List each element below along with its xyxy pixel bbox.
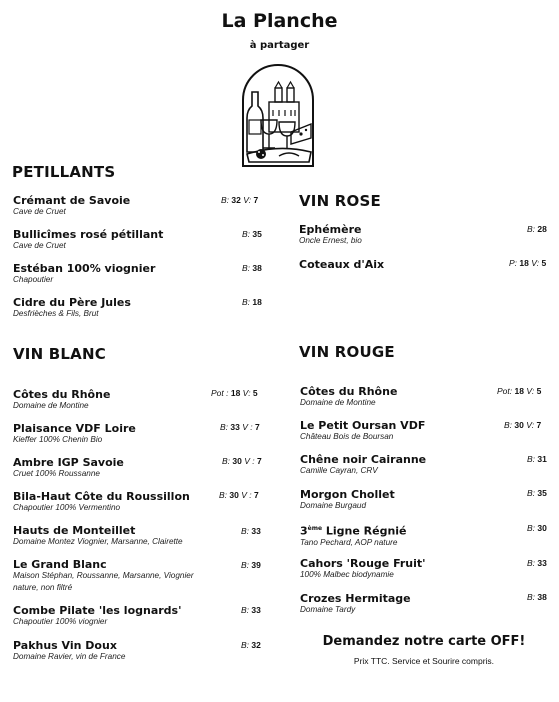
item-name: Pakhus Vin Doux (13, 639, 117, 652)
section-title-vin-blanc: VIN BLANC (13, 345, 106, 363)
section-title-vin-rose: VIN ROSE (299, 192, 381, 210)
item-price: P: 18 V: 5 (509, 258, 547, 268)
page-title: La Planche (221, 10, 338, 32)
menu-item (300, 488, 395, 511)
menu-item (13, 524, 183, 547)
menu-item (300, 385, 397, 408)
item-price: B: 33 (241, 526, 261, 536)
item-producer: Domaine Tardy (300, 605, 356, 614)
item-price: B: 18 (242, 297, 262, 307)
item-name: Le Grand Blanc (13, 558, 107, 571)
item-price: B: 33 V : 7 (220, 422, 260, 432)
item-price: B: 33 (241, 605, 261, 615)
menu-item (13, 262, 155, 285)
item-price: B: 30 V : 7 (219, 490, 259, 500)
item-producer: Tano Pechard, AOP nature (300, 537, 398, 547)
menu-item (299, 258, 384, 271)
item-name: Côtes du Rhône (300, 385, 398, 398)
item-producer: Cave de Cruet (13, 207, 66, 216)
wine-cheese-castle-logo-icon (239, 62, 317, 170)
menu-item (13, 456, 124, 479)
item-name: Coteaux d'Aix (299, 258, 385, 271)
item-name: Côtes du Rhône (13, 388, 111, 401)
menu-item (13, 604, 181, 627)
item-producer: Camille Cayran, CRV (300, 466, 378, 475)
item-name: Chêne noir Cairanne (300, 453, 427, 466)
item-producer: Chapoutier (13, 275, 54, 284)
menu-item (13, 490, 190, 513)
item-price: B: 33 (527, 558, 547, 568)
item-price: B: 31 (527, 454, 547, 464)
item-name: Estéban 100% viognier (13, 262, 156, 275)
menu-item (13, 639, 125, 662)
item-producer: Maison Stéphan, Roussanne, Marsanne, Viognier (13, 571, 194, 580)
item-price: B: 39 (241, 560, 261, 570)
item-price: Pot: 18 V: 5 (497, 386, 542, 396)
item-name: Morgon Chollet (300, 488, 395, 501)
item-producer: Oncle Ernest, bio (299, 236, 362, 245)
page-subtitle: à partager (249, 40, 310, 51)
menu-item (300, 557, 426, 580)
menu-item (13, 228, 163, 251)
menu-item (13, 388, 110, 411)
item-producer-line2: nature, non filtré (13, 583, 73, 592)
pricing-note: Prix TTC. Service et Sourire compris. (353, 656, 495, 666)
item-name: Crémant de Savoie (13, 194, 131, 207)
menu-item (13, 296, 131, 319)
carte-off-callout: Demandez notre carte OFF! (322, 634, 526, 649)
menu-item (13, 194, 130, 217)
item-producer: Domaine de Montine (300, 398, 376, 407)
item-name: 3ème Ligne Régnié (300, 524, 407, 538)
item-producer: Domaine de Montine (13, 401, 89, 410)
item-price: B: 38 (242, 263, 262, 273)
item-name: Combe Pilate 'les lognards' (13, 604, 182, 617)
item-producer: Kieffer 100% Chenin Bio (13, 435, 103, 444)
item-price: Pot : 18 V: 5 (211, 388, 258, 398)
item-name: Cidre du Père Jules (13, 296, 131, 309)
item-name: Ambre IGP Savoie (13, 456, 124, 469)
item-price: B: 32 (241, 640, 261, 650)
item-producer: 100% Malbec biodynamie (300, 570, 394, 579)
menu-item (13, 558, 194, 593)
item-producer: Cruet 100% Roussanne (13, 469, 100, 478)
item-producer: Domaine Ravier, vin de France (13, 652, 126, 661)
menu-item (13, 422, 136, 445)
item-name: Le Petit Oursan VDF (300, 419, 426, 432)
item-producer: Domaine Montez Viognier, Marsanne, Clairette (13, 537, 183, 546)
menu-item (300, 592, 411, 615)
item-price: B: 38 (527, 592, 547, 602)
item-producer: Domaine Burgaud (300, 501, 366, 510)
item-name: Plaisance VDF Loire (13, 422, 136, 435)
item-price: B: 28 (527, 224, 547, 234)
item-price: B: 30 V : 7 (222, 456, 262, 466)
item-price: B: 30 (527, 523, 547, 533)
item-producer: Château Bois de Boursan (300, 432, 394, 441)
menu-item (300, 453, 426, 476)
item-name: Crozes Hermitage (300, 592, 411, 605)
item-producer: Desfrièches & Fils, Brut (13, 309, 99, 318)
item-price: B: 30 V: 7 (504, 420, 542, 430)
item-price: B: 32 V: 7 (221, 195, 259, 205)
item-price: B: 35 (242, 229, 262, 239)
menu-item (299, 223, 362, 246)
item-name: Bullicîmes rosé pétillant (13, 228, 164, 241)
item-name: Ephémère (299, 223, 362, 236)
item-name: Hauts de Monteillet (13, 524, 136, 537)
section-title-petillants: PETILLANTS (12, 163, 116, 181)
item-producer: Cave de Cruet (13, 241, 66, 250)
item-producer: Chapoutier 100% viognier (13, 617, 108, 626)
item-name: Bila-Haut Côte du Roussillon (13, 490, 190, 503)
item-name: Cahors 'Rouge Fruit' (300, 557, 426, 570)
item-price: B: 35 (527, 488, 547, 498)
menu-item (300, 522, 407, 548)
item-producer: Chapoutier 100% Vermentino (13, 503, 121, 512)
section-title-vin-rouge: VIN ROUGE (299, 343, 395, 361)
menu-item (300, 419, 425, 442)
